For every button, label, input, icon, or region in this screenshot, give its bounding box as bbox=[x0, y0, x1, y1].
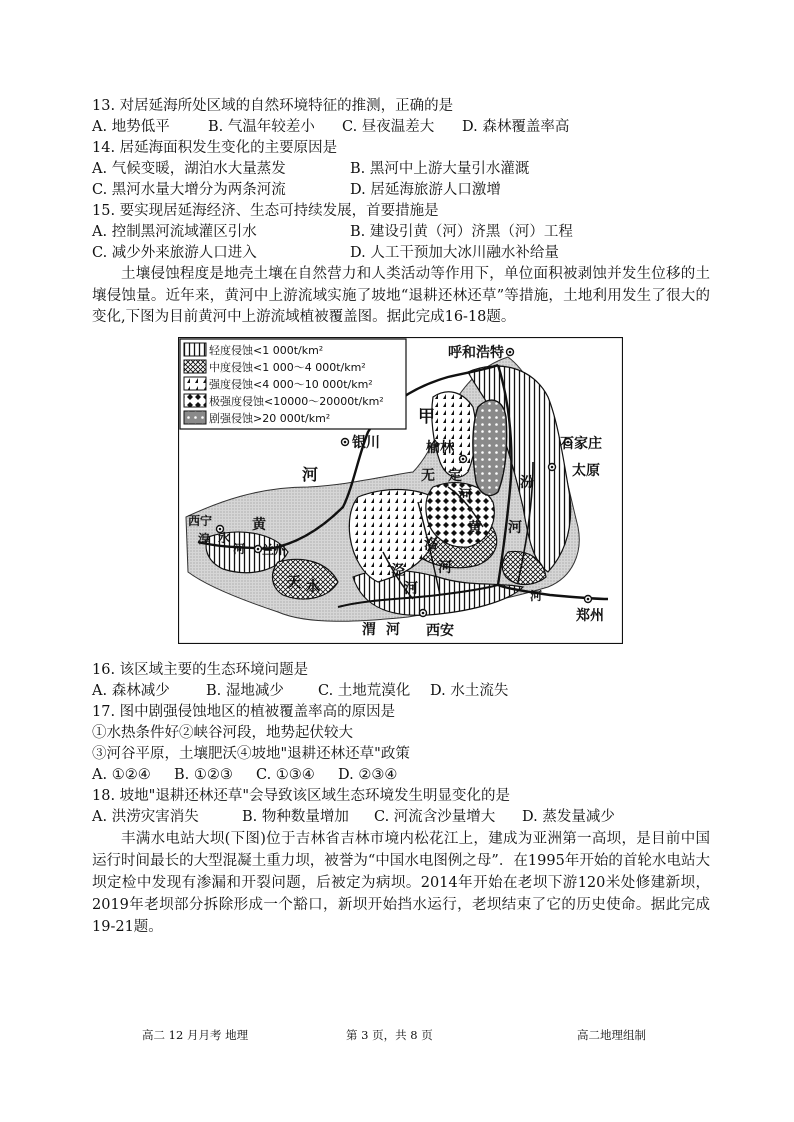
q16-option-d: D. 水土流失 bbox=[430, 683, 509, 699]
q15-option-a: A. 控制黑河流域灌区引水 bbox=[92, 224, 257, 240]
legend-label-very-strong: 极强度侵蚀<10000～20000t/km² bbox=[209, 395, 384, 408]
map-label-huang: 黄 bbox=[252, 517, 266, 533]
q14-option-d: D. 居延海旅游人口激增 bbox=[350, 182, 501, 198]
q14-options-row2 bbox=[92, 180, 501, 200]
q17-choices-line1: ①水热条件好②峡谷河段，地势起伏较大 bbox=[92, 725, 353, 741]
footer-exam-name: 高二 12 月月考 地理 bbox=[142, 1028, 249, 1042]
q17-stem: 17. 图中剧强侵蚀地区的植被覆盖率高的原因是 bbox=[92, 704, 396, 720]
map-label-xian: 西安 bbox=[426, 623, 454, 639]
q16-options bbox=[92, 681, 508, 701]
map-label-fen: 汾 bbox=[520, 475, 534, 491]
map-label-shui: 水 bbox=[306, 579, 320, 595]
map-label-hohhot: 呼和浩特 bbox=[448, 345, 504, 361]
map-label-wu: 无 bbox=[421, 468, 435, 484]
map-label-wei: 渭 bbox=[362, 622, 376, 638]
q17-option-d: D. ②③④ bbox=[338, 767, 398, 783]
q15-option-b: B. 建设引黄（河）济黑（河）工程 bbox=[350, 224, 573, 240]
map-label-yulin: 榆林 bbox=[426, 440, 454, 456]
q13-option-a: A. 地势低平 bbox=[92, 119, 170, 135]
q18-option-a: A. 洪涝灾害消失 bbox=[92, 809, 199, 825]
q18-option-c: C. 河流含沙量增大 bbox=[374, 809, 496, 825]
q15-stem: 15. 要实现居延海经济、生态可持续发展，首要措施是 bbox=[92, 203, 439, 219]
footer-page-number: 第 3 页，共 8 页 bbox=[346, 1028, 433, 1042]
legend-label-moderate: 中度侵蚀<1 000～4 000t/km² bbox=[209, 361, 366, 374]
q14-stem: 14. 居延海面积发生变化的主要原因是 bbox=[92, 140, 338, 156]
legend-swatch-severe bbox=[184, 411, 206, 424]
map-label-he3: 河 bbox=[458, 488, 472, 504]
map-label-ding: 定 bbox=[448, 468, 462, 484]
legend-swatch-strong bbox=[184, 377, 206, 390]
q15-option-c: C. 减少外来旅游人口进入 bbox=[92, 245, 257, 261]
q18-options bbox=[92, 807, 615, 827]
q18-option-b: B. 物种数量增加 bbox=[242, 809, 349, 825]
q17-option-a: A. ①②④ bbox=[92, 767, 151, 783]
legend-label-light: 轻度侵蚀<1 000t/km² bbox=[209, 344, 324, 357]
map-label-xining: 西宁 bbox=[188, 514, 213, 528]
q14-options-row1 bbox=[92, 159, 529, 179]
map-label-he2: 河 bbox=[508, 520, 522, 536]
map-label-jing: 泾 bbox=[391, 563, 405, 579]
map-label-zhengzhou: 郑州 bbox=[576, 608, 604, 624]
map-label-shui2: 水 bbox=[218, 531, 231, 545]
q16-option-b: B. 湿地减少 bbox=[206, 683, 284, 699]
q14-option-a: A. 气候变暖，湖泊水大量蒸发 bbox=[92, 161, 286, 177]
q13-option-b: B. 气温年较差小 bbox=[208, 119, 315, 135]
q16-option-c: C. 土地荒漠化 bbox=[318, 683, 411, 699]
map-label-jia: 甲 bbox=[418, 407, 435, 427]
passage-19-21: 丰满水电站大坝(下图)位于吉林省吉林市境内松花江上，建成为亚洲第一高坝，是目前中国运行时间最长的大型混凝土重力坝，被誉为“中国水电图例之母”．在1995年开始的首轮水电站大坝定检中发现有渗漏和开裂问题，后被定为病坝。2014年开始在老坝下游120米处修建新坝，2019年老坝部分拆除形成一个豁口，新坝开始挡水运行，老坝结束了它的历史使命。据此完成19-21题。 bbox=[92, 831, 710, 935]
q18-stem: 18. 坡地"退耕还林还草"会导致该区域生态环境发生明显变化的是 bbox=[92, 788, 511, 804]
map-label-shijiazhuang: 石家庄 bbox=[560, 436, 602, 452]
map-label-yinchuan: 银川 bbox=[352, 435, 380, 451]
q15-option-d: D. 人工干预加大冰川融水补给量 bbox=[350, 245, 559, 261]
q17-choices-line2: ③河谷平原，土壤肥沃④坡地"退耕还林还草"政策 bbox=[92, 746, 410, 762]
q16-option-a: A. 森林减少 bbox=[92, 683, 170, 699]
legend-label-severe: 剧强侵蚀>20 000t/km² bbox=[209, 412, 331, 425]
legend-label-strong: 强度侵蚀<4 000～10 000t/km² bbox=[209, 378, 373, 391]
severe-erosion-region bbox=[473, 400, 507, 495]
legend-swatch-light bbox=[184, 343, 206, 356]
map-label-he: 河 bbox=[302, 465, 319, 484]
q13-stem: 13. 对居延海所处区域的自然环境特征的推测，正确的是 bbox=[92, 98, 454, 114]
q14-option-c: C. 黑河水量大增分为两条河流 bbox=[92, 182, 286, 198]
footer-author: 高二地理组制 bbox=[577, 1028, 646, 1042]
q14-option-b: B. 黑河中上游大量引水灌溉 bbox=[350, 161, 530, 177]
map-label-luo: 洛 bbox=[424, 537, 438, 553]
passage-16-18: 土壤侵蚀程度是地壳土壤在自然营力和人类活动等作用下，单位面积被剥蚀并发生位移的土壤侵蚀量。近年来，黄河中上游流域实施了坡地“退耕还林还草”等措施，土地利用发生了很大的变化,下图为目前黄河中上游流域植被覆盖图。据此完成16-18题。 bbox=[92, 266, 710, 325]
map-label-lanzhou: 兰州 bbox=[262, 543, 287, 557]
map-label-he8: 河 bbox=[233, 542, 246, 556]
q18-option-d: D. 蒸发量减少 bbox=[522, 809, 615, 825]
legend-swatch-moderate bbox=[184, 360, 206, 373]
q17-option-b: B. ①②③ bbox=[174, 767, 233, 783]
q13-options bbox=[92, 117, 569, 137]
q15-options-row1 bbox=[92, 222, 573, 242]
map-label-he4: 河 bbox=[530, 589, 543, 603]
map-label-tian: 天 bbox=[287, 575, 301, 591]
q17-option-c: C. ①③④ bbox=[256, 767, 315, 783]
legend-swatch-very-strong bbox=[184, 394, 206, 407]
q13-option-c: C. 昼夜温差大 bbox=[342, 119, 435, 135]
map-label-he7: 河 bbox=[386, 622, 400, 638]
q13-option-d: D. 森林覆盖率高 bbox=[462, 119, 570, 135]
q15-options-row2 bbox=[92, 243, 559, 263]
map-label-he5: 河 bbox=[438, 560, 452, 576]
map-label-huang2: 黄 bbox=[468, 520, 482, 536]
map-label-he6: 河 bbox=[404, 581, 418, 597]
map-label-huang3: 湟 bbox=[198, 532, 211, 546]
q17-options bbox=[92, 765, 397, 785]
q16-stem: 16. 该区域主要的生态环境问题是 bbox=[92, 662, 309, 678]
map-label-taiyuan: 太原 bbox=[572, 463, 600, 479]
yellow-river-erosion-map bbox=[178, 337, 623, 644]
